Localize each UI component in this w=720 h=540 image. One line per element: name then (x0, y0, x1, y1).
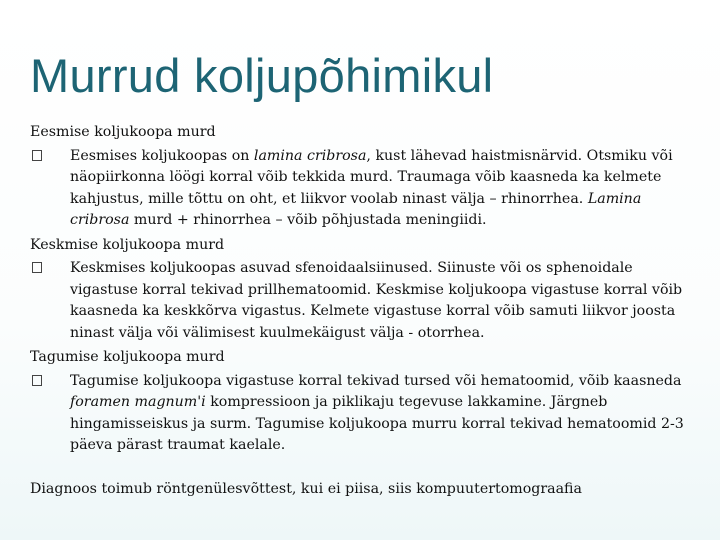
text-segment: Tagumise koljukoopa vigastuse korral tekivad tursed või hematoomid, võib kaasneda (70, 372, 682, 389)
italic-term: lamina cribrosa (253, 147, 367, 164)
bullet-item (30, 146, 700, 232)
diagnosis-text: Diagnoos toimub röntgenülesvõttest, kui ei piisa, siis kompuutertomograafia (30, 480, 582, 497)
square-bullet-icon (32, 150, 42, 161)
bullet-text (70, 260, 682, 341)
square-bullet-icon (32, 375, 42, 386)
bullet-item (30, 258, 700, 344)
bullet-text (70, 373, 684, 454)
bullet-text (70, 148, 673, 229)
text-segment: kompressioon ja piklikaju tegevuse lakkamine. Järgneb hingamisseiskus ja surm. Tagumise koljukoopa murru korral tekivad hematoomid 2-3 päeva pärast traumat kaelale. (70, 394, 684, 453)
italic-term: foramen magnum'i (70, 394, 206, 410)
italic-term: Lamina cribrosa (70, 190, 642, 228)
text-segment: , kust lähevad haistmisnärvid. Otsmiku või näopiirkonna löögi korral võib tekkida murd. Traumaga võib kaasneda ka kelmete kahjustus, mille tõttu on oht, et liikvor voolab ninast välja – rhinorrhea. (70, 147, 673, 207)
square-bullet-icon (32, 262, 42, 273)
section-heading: Keskmise koljukoopa murd (30, 236, 225, 253)
section-middle-fossa (30, 235, 700, 345)
section-anterior-fossa (30, 122, 700, 232)
text-segment: murd + rhinorrhea – võib põhjustada meningiidi. (129, 212, 487, 228)
slide-title: Murrud koljupõhimikul (30, 49, 494, 102)
section-heading: Tagumise koljukoopa murd (30, 349, 225, 365)
section-heading: Eesmise koljukoopa murd (30, 124, 216, 140)
section-posterior-fossa (30, 347, 700, 457)
bullet-item (30, 371, 700, 457)
slide-content (30, 122, 700, 514)
text-segment: Keskmises koljukoopas asuvad sfenoidaalsiinused. Siinuste või os sphenoidale vigastuse korral tekivad prillhematoomid. Keskmise koljukoopa vigastuse korral võib kaasneda ka keskkõrva vigastus. Kelmete vigastuse korral võib samuti liikvor joosta ninast välja või välimisest kuulmekäigust välja - otorrhea. (70, 260, 683, 341)
text-segment: Eesmises koljukoopas on (70, 147, 254, 164)
